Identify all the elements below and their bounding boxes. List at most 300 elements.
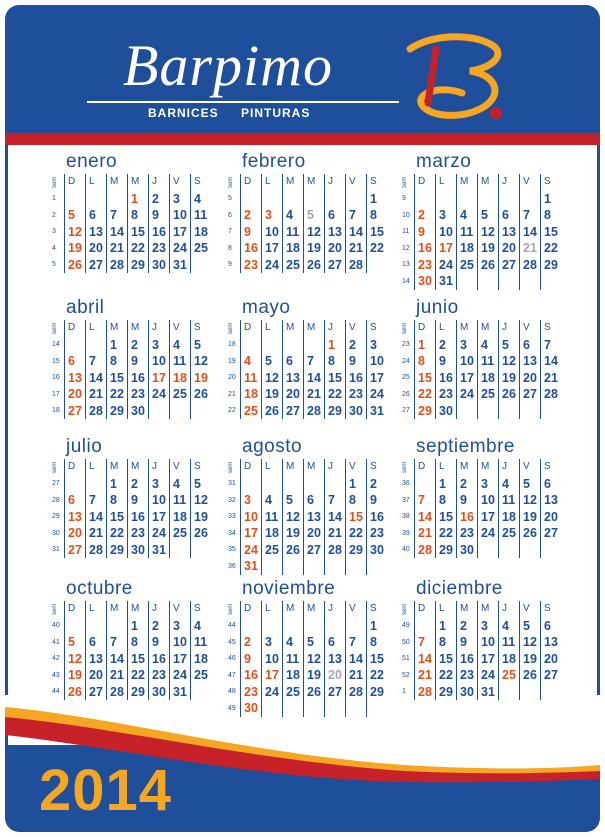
day-cell: 6 xyxy=(303,492,324,509)
month-grid xyxy=(228,601,396,717)
day-cell: 28 xyxy=(106,257,127,274)
day-cell: 25 xyxy=(169,525,190,542)
day-cell: 16 xyxy=(456,651,477,668)
day-cell xyxy=(85,476,106,493)
week-row xyxy=(228,700,396,717)
day-cell: 3 xyxy=(456,337,477,354)
day-cell xyxy=(261,476,282,493)
week-number: 30 xyxy=(52,529,60,537)
day-cell: 2 xyxy=(148,191,169,208)
month-julio xyxy=(52,437,220,558)
brand-underline xyxy=(87,101,399,103)
week-number: 36 xyxy=(228,562,236,570)
week-number: 4 xyxy=(52,244,56,252)
day-cell: 28 xyxy=(106,684,127,701)
weekday-header: J xyxy=(148,174,169,191)
weekday-header: M xyxy=(477,320,498,337)
day-cell xyxy=(190,684,211,701)
day-cell: 27 xyxy=(540,667,561,684)
day-cell: 26 xyxy=(519,525,540,542)
weekday-header: M xyxy=(282,174,303,191)
month-name: septiembre xyxy=(416,436,515,457)
day-cell: 17 xyxy=(366,370,387,387)
day-cell xyxy=(303,618,324,635)
day-cell xyxy=(85,337,106,354)
day-cell xyxy=(85,618,106,635)
day-cell xyxy=(498,403,519,420)
day-cell: 19 xyxy=(282,525,303,542)
day-cell: 19 xyxy=(519,651,540,668)
month-grid xyxy=(52,601,220,700)
day-cell xyxy=(498,273,519,290)
day-cell: 10 xyxy=(169,634,190,651)
week-row xyxy=(52,207,220,224)
day-cell: 2 xyxy=(127,337,148,354)
day-cell: 25 xyxy=(477,386,498,403)
day-cell: 30 xyxy=(345,403,366,420)
day-cell: 9 xyxy=(240,224,261,241)
day-cell: 6 xyxy=(64,353,85,370)
day-cell xyxy=(366,257,387,274)
week-number: 23 xyxy=(402,341,410,349)
weekday-header: D xyxy=(240,174,261,191)
weekday-header-row xyxy=(228,320,396,337)
day-cell: 20 xyxy=(85,667,106,684)
day-cell: 14 xyxy=(345,224,366,241)
day-cell: 13 xyxy=(540,634,561,651)
day-cell: 8 xyxy=(435,492,456,509)
day-cell: 22 xyxy=(435,667,456,684)
day-cell: 31 xyxy=(169,257,190,274)
day-cell: 21 xyxy=(303,386,324,403)
day-cell xyxy=(498,191,519,208)
day-cell: 18 xyxy=(498,509,519,526)
day-cell: 12 xyxy=(303,651,324,668)
day-cell xyxy=(456,403,477,420)
day-cell: 13 xyxy=(519,353,540,370)
week-row xyxy=(228,558,396,575)
week-row xyxy=(228,492,396,509)
week-number: 11 xyxy=(402,228,410,236)
day-cell: 21 xyxy=(106,667,127,684)
day-cell: 29 xyxy=(127,684,148,701)
day-cell: 26 xyxy=(498,386,519,403)
day-cell: 15 xyxy=(106,509,127,526)
day-cell: 23 xyxy=(127,525,148,542)
weekday-header-row xyxy=(402,459,570,476)
day-cell: 20 xyxy=(498,240,519,257)
week-row xyxy=(52,509,220,526)
day-cell: 29 xyxy=(106,542,127,559)
day-cell: 31 xyxy=(148,542,169,559)
week-row xyxy=(402,476,570,493)
week-row xyxy=(52,337,220,354)
day-cell: 27 xyxy=(64,542,85,559)
day-cell: 29 xyxy=(435,684,456,701)
week-row xyxy=(402,618,570,635)
day-cell xyxy=(345,558,366,575)
week-row xyxy=(52,618,220,635)
week-row xyxy=(228,618,396,635)
b-logo-icon xyxy=(400,27,510,127)
week-number: 16 xyxy=(52,374,60,382)
day-cell: 14 xyxy=(540,353,561,370)
day-cell: 15 xyxy=(366,651,387,668)
day-cell: 18 xyxy=(456,240,477,257)
day-cell: 24 xyxy=(435,257,456,274)
month-febrero xyxy=(228,152,396,273)
day-cell: 15 xyxy=(414,370,435,387)
day-cell: 14 xyxy=(414,651,435,668)
week-row xyxy=(402,370,570,387)
day-cell xyxy=(303,700,324,717)
week-number: 51 xyxy=(402,655,410,663)
week-row xyxy=(228,353,396,370)
weekday-header: V xyxy=(169,601,190,618)
day-cell: 8 xyxy=(366,634,387,651)
day-cell: 30 xyxy=(366,542,387,559)
month-diciembre xyxy=(402,579,570,700)
day-cell xyxy=(324,700,345,717)
day-cell: 25 xyxy=(261,542,282,559)
day-cell: 12 xyxy=(303,224,324,241)
day-cell: 2 xyxy=(456,476,477,493)
day-cell: 16 xyxy=(345,370,366,387)
day-cell: 4 xyxy=(169,476,190,493)
weekday-header: M xyxy=(456,601,477,618)
day-cell: 26 xyxy=(64,684,85,701)
day-cell: 21 xyxy=(519,240,540,257)
day-cell: 23 xyxy=(345,386,366,403)
day-cell xyxy=(435,191,456,208)
day-cell xyxy=(477,273,498,290)
month-grid xyxy=(402,601,570,700)
day-cell: 19 xyxy=(190,509,211,526)
weekday-header: M xyxy=(106,320,127,337)
day-cell: 17 xyxy=(148,509,169,526)
day-cell: 1 xyxy=(127,191,148,208)
day-cell: 7 xyxy=(85,492,106,509)
week-row xyxy=(228,240,396,257)
week-row xyxy=(228,207,396,224)
day-cell: 1 xyxy=(414,337,435,354)
week-number: 44 xyxy=(52,688,60,696)
week-row xyxy=(52,667,220,684)
day-cell xyxy=(477,191,498,208)
month-septiembre xyxy=(402,437,570,558)
weekday-header-row xyxy=(228,174,396,191)
weekday-header: M xyxy=(282,320,303,337)
day-cell: 7 xyxy=(519,207,540,224)
day-cell: 25 xyxy=(498,667,519,684)
day-cell: 27 xyxy=(519,386,540,403)
day-cell xyxy=(414,476,435,493)
day-cell: 25 xyxy=(240,403,261,420)
weekday-header: D xyxy=(64,601,85,618)
day-cell: 25 xyxy=(456,257,477,274)
weekday-header: L xyxy=(435,320,456,337)
day-cell: 10 xyxy=(261,224,282,241)
weekday-header: D xyxy=(414,601,435,618)
day-cell: 15 xyxy=(324,370,345,387)
day-cell xyxy=(498,684,519,701)
day-cell: 4 xyxy=(240,353,261,370)
day-cell: 28 xyxy=(540,386,561,403)
day-cell: 31 xyxy=(435,273,456,290)
brand-tagline-right: PINTURAS xyxy=(241,106,311,120)
weekday-header-row xyxy=(52,174,220,191)
day-cell xyxy=(282,618,303,635)
weekday-header: J xyxy=(324,320,345,337)
day-cell: 3 xyxy=(169,191,190,208)
week-number: 17 xyxy=(52,390,60,398)
day-cell: 27 xyxy=(324,257,345,274)
day-cell: 4 xyxy=(498,618,519,635)
week-number: 10 xyxy=(402,211,410,219)
day-cell: 19 xyxy=(477,240,498,257)
weekday-header: S xyxy=(540,320,561,337)
day-cell: 7 xyxy=(540,337,561,354)
weekday-header: L xyxy=(261,174,282,191)
day-cell: 14 xyxy=(414,509,435,526)
day-cell: 21 xyxy=(85,525,106,542)
weekday-header: L xyxy=(85,459,106,476)
day-cell: 28 xyxy=(414,542,435,559)
day-cell: 19 xyxy=(261,386,282,403)
day-cell: 23 xyxy=(148,240,169,257)
day-cell xyxy=(519,542,540,559)
week-number: 21 xyxy=(228,390,236,398)
day-cell: 16 xyxy=(435,370,456,387)
weekday-header: M xyxy=(127,601,148,618)
day-cell: 17 xyxy=(477,509,498,526)
week-header: sem xyxy=(52,461,58,473)
day-cell: 28 xyxy=(345,684,366,701)
week-number: 40 xyxy=(402,546,410,554)
week-number: 52 xyxy=(402,671,410,679)
week-number: 5 xyxy=(52,261,56,269)
day-cell: 5 xyxy=(282,492,303,509)
week-row xyxy=(228,542,396,559)
day-cell: 22 xyxy=(345,525,366,542)
day-cell: 8 xyxy=(435,634,456,651)
week-number: 35 xyxy=(228,546,236,554)
day-cell xyxy=(282,558,303,575)
day-cell: 29 xyxy=(324,403,345,420)
day-cell: 16 xyxy=(414,240,435,257)
week-number: 36 xyxy=(402,480,410,488)
week-number: 25 xyxy=(402,374,410,382)
week-row xyxy=(52,353,220,370)
month-name: julio xyxy=(66,436,103,457)
week-row xyxy=(52,257,220,274)
week-row xyxy=(228,684,396,701)
day-cell: 15 xyxy=(127,651,148,668)
day-cell: 20 xyxy=(64,386,85,403)
day-cell: 15 xyxy=(435,651,456,668)
day-cell: 25 xyxy=(282,684,303,701)
day-cell: 8 xyxy=(540,207,561,224)
day-cell: 26 xyxy=(190,525,211,542)
red-stripe xyxy=(5,133,600,145)
day-cell: 27 xyxy=(282,403,303,420)
day-cell: 1 xyxy=(106,476,127,493)
day-cell: 11 xyxy=(169,353,190,370)
week-header: sem xyxy=(52,603,58,615)
weekday-header: M xyxy=(127,320,148,337)
weekday-header: L xyxy=(261,459,282,476)
month-grid xyxy=(402,174,570,290)
week-number: 48 xyxy=(228,688,236,696)
week-number: 43 xyxy=(52,671,60,679)
day-cell: 12 xyxy=(261,370,282,387)
day-cell: 24 xyxy=(261,257,282,274)
day-cell: 14 xyxy=(85,370,106,387)
weekday-header: S xyxy=(190,459,211,476)
day-cell xyxy=(303,558,324,575)
day-cell: 28 xyxy=(303,403,324,420)
day-cell: 21 xyxy=(106,240,127,257)
week-row xyxy=(52,476,220,493)
weekday-header: L xyxy=(85,320,106,337)
day-cell xyxy=(414,618,435,635)
day-cell: 8 xyxy=(106,353,127,370)
week-number: 13 xyxy=(402,261,410,269)
week-number: 40 xyxy=(52,622,60,630)
day-cell: 1 xyxy=(366,191,387,208)
day-cell: 28 xyxy=(414,684,435,701)
day-cell: 11 xyxy=(456,224,477,241)
weekday-header: M xyxy=(303,320,324,337)
month-name: mayo xyxy=(242,297,291,318)
day-cell xyxy=(85,191,106,208)
day-cell: 23 xyxy=(240,257,261,274)
day-cell: 5 xyxy=(498,337,519,354)
day-cell: 9 xyxy=(414,224,435,241)
day-cell: 13 xyxy=(324,651,345,668)
week-row xyxy=(228,191,396,208)
week-row xyxy=(402,191,570,208)
month-name: enero xyxy=(66,151,118,172)
brand-tagline-left: BARNICES xyxy=(148,106,219,120)
day-cell: 23 xyxy=(366,525,387,542)
day-cell: 26 xyxy=(261,403,282,420)
weekday-header: M xyxy=(106,174,127,191)
day-cell: 3 xyxy=(261,207,282,224)
day-cell: 9 xyxy=(127,492,148,509)
week-row xyxy=(402,207,570,224)
day-cell: 19 xyxy=(303,667,324,684)
day-cell: 28 xyxy=(324,542,345,559)
day-cell: 29 xyxy=(435,542,456,559)
day-cell: 23 xyxy=(148,667,169,684)
day-cell: 24 xyxy=(148,525,169,542)
week-number: 14 xyxy=(52,341,60,349)
day-cell: 5 xyxy=(519,618,540,635)
weekday-header: J xyxy=(498,601,519,618)
day-cell xyxy=(324,558,345,575)
weekday-header: V xyxy=(345,459,366,476)
day-cell: 24 xyxy=(366,386,387,403)
day-cell: 4 xyxy=(456,207,477,224)
day-cell: 20 xyxy=(540,651,561,668)
day-cell: 25 xyxy=(169,386,190,403)
month-marzo xyxy=(402,152,570,290)
weekday-header: V xyxy=(345,601,366,618)
weekday-header: J xyxy=(324,174,345,191)
day-cell xyxy=(324,191,345,208)
month-abril xyxy=(52,298,220,419)
day-cell: 7 xyxy=(345,207,366,224)
day-cell: 28 xyxy=(519,257,540,274)
week-row xyxy=(402,492,570,509)
day-cell: 1 xyxy=(435,618,456,635)
day-cell: 10 xyxy=(261,651,282,668)
day-cell xyxy=(345,700,366,717)
day-cell: 1 xyxy=(324,337,345,354)
day-cell: 20 xyxy=(540,509,561,526)
weekday-header: S xyxy=(366,601,387,618)
day-cell: 13 xyxy=(64,370,85,387)
weekday-header: L xyxy=(435,459,456,476)
week-number: 7 xyxy=(228,228,232,236)
week-number: 38 xyxy=(402,513,410,521)
day-cell: 25 xyxy=(282,257,303,274)
week-number: 32 xyxy=(228,496,236,504)
day-cell: 5 xyxy=(190,476,211,493)
day-cell: 29 xyxy=(540,257,561,274)
week-row xyxy=(402,509,570,526)
weekday-header: V xyxy=(345,320,366,337)
weekday-header: M xyxy=(282,459,303,476)
day-cell: 9 xyxy=(456,492,477,509)
day-cell: 21 xyxy=(345,667,366,684)
weekday-header: J xyxy=(498,174,519,191)
day-cell: 13 xyxy=(85,224,106,241)
day-cell: 7 xyxy=(345,634,366,651)
day-cell: 22 xyxy=(106,386,127,403)
week-row xyxy=(228,370,396,387)
day-cell: 13 xyxy=(498,224,519,241)
day-cell xyxy=(324,618,345,635)
brand-name: Barpimo xyxy=(123,33,333,98)
day-cell: 8 xyxy=(345,492,366,509)
week-row xyxy=(228,667,396,684)
week-row xyxy=(402,542,570,559)
day-cell xyxy=(148,403,169,420)
month-grid xyxy=(52,459,220,558)
day-cell: 10 xyxy=(240,509,261,526)
day-cell: 24 xyxy=(240,542,261,559)
day-cell: 3 xyxy=(477,476,498,493)
day-cell: 14 xyxy=(106,224,127,241)
day-cell: 10 xyxy=(169,207,190,224)
day-cell: 14 xyxy=(324,509,345,526)
day-cell: 23 xyxy=(456,667,477,684)
day-cell: 3 xyxy=(169,618,190,635)
day-cell: 8 xyxy=(324,353,345,370)
day-cell: 24 xyxy=(477,525,498,542)
week-row xyxy=(52,240,220,257)
day-cell xyxy=(519,403,540,420)
week-row xyxy=(52,542,220,559)
day-cell: 18 xyxy=(498,651,519,668)
month-grid xyxy=(402,459,570,558)
day-cell: 1 xyxy=(540,191,561,208)
day-cell: 6 xyxy=(324,634,345,651)
day-cell: 15 xyxy=(540,224,561,241)
day-cell: 15 xyxy=(127,224,148,241)
